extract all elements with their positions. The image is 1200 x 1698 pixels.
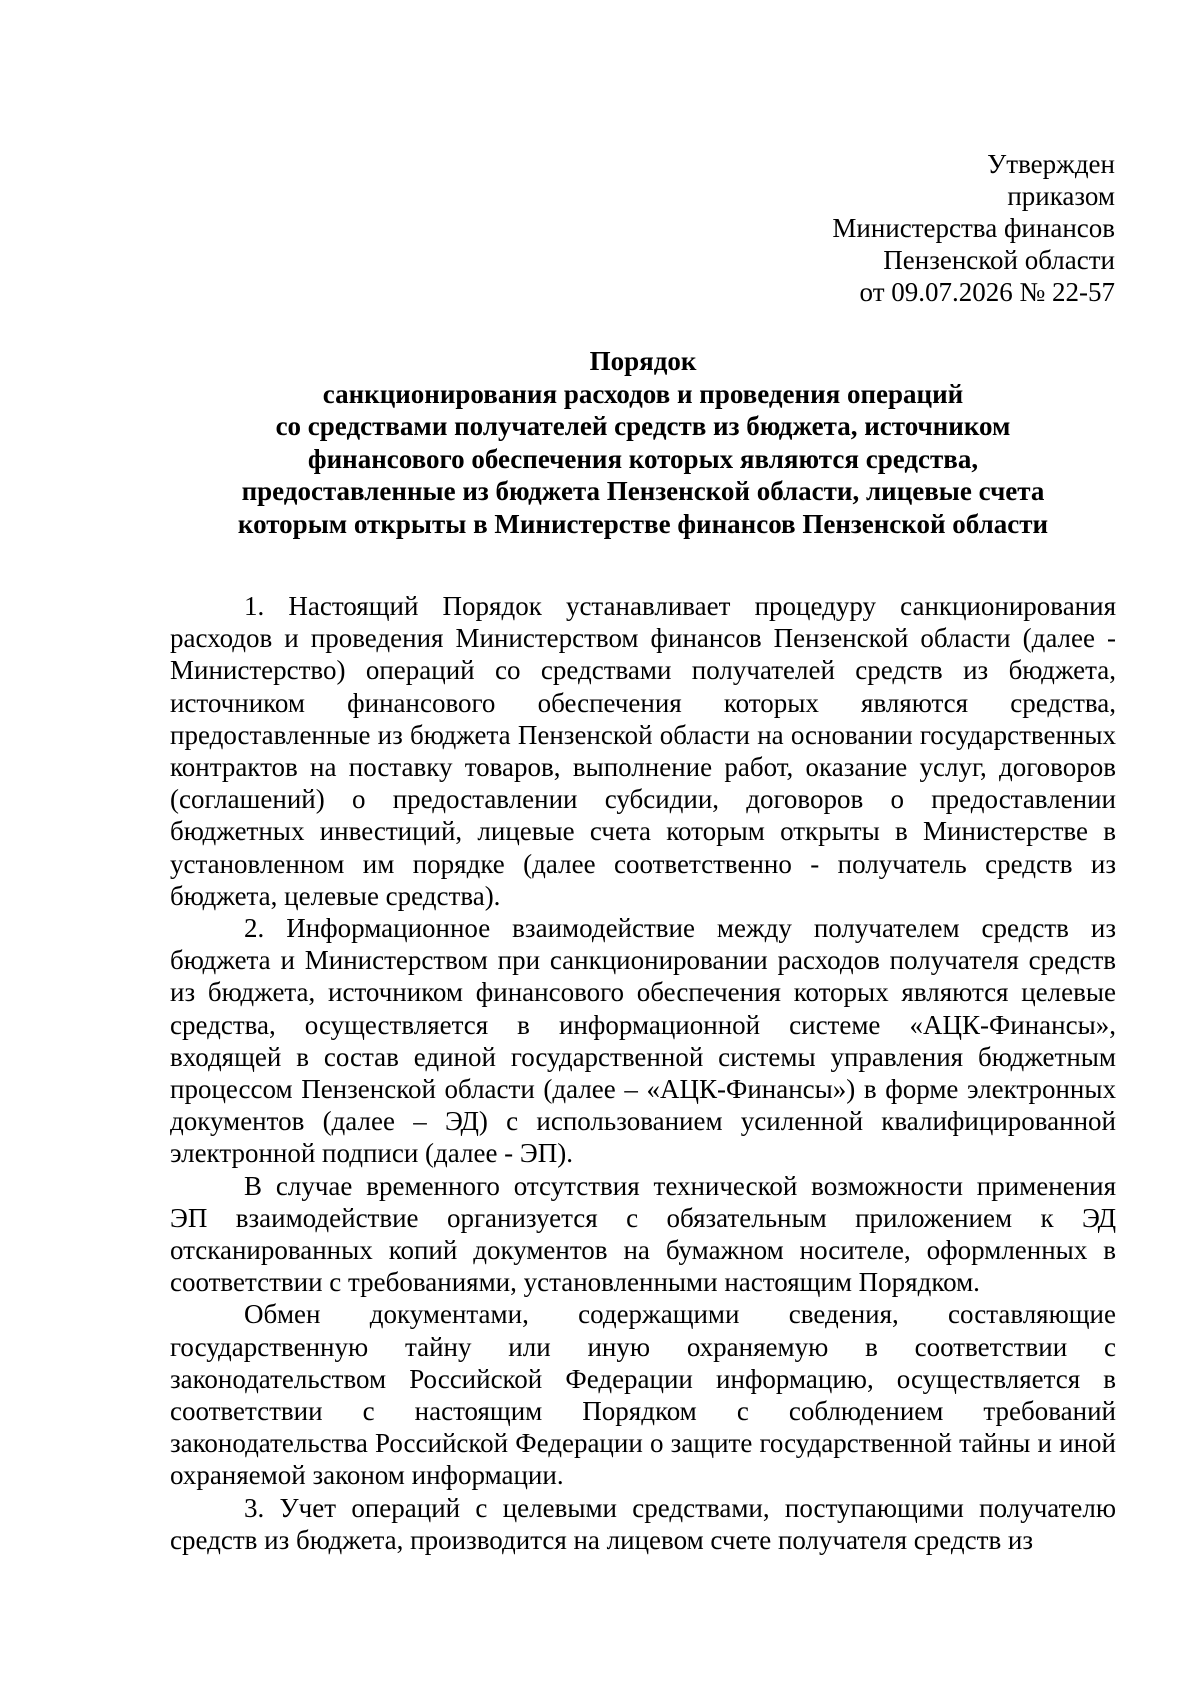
title-line-6: которым открыты в Министерстве финансов Пензенской области [237, 508, 1049, 539]
title-line-3: со средствами получателей средств из бюджета, источником [275, 411, 1011, 442]
paragraph-4: Обмен документами, содержащими сведения, составляющие государственную тайну или иную охраняемую в соответствии с законодательством Российской Федерации информацию, осуществляется в соответствии с настоящим Порядком с соблюдением требований законодательства Российской Федерации о защите государственной тайны и иной охраняемой законом информации. [170, 1299, 1116, 1491]
paragraph-1: 1. Настоящий Порядок устанавливает процедуру санкционирования расходов и проведения Министерством финансов Пензенской области (далее - Министерство) операций со средствами получателей средств из бюджета, источником финансового обеспечения которых являются средства, предоставленные из бюджета Пензенской области на основании государственных контрактов на поставку товаров, выполнение работ, оказание услуг, договоров (соглашений) о предоставлении субсидии, договоров о предоставлении бюджетных инвестиций, лицевые счета которым открыты в Министерстве в установленном им порядке (далее соответственно - получатель средств из бюджета, целевые средства). [170, 591, 1116, 911]
paragraph-3: В случае временного отсутствия технической возможности применения ЭП взаимодействие организуется с обязательным приложением к ЭД отсканированных копий документов на бумажном носителе, оформленных в соответствии с требованиями, установленными настоящим Порядком. [170, 1170, 1116, 1298]
title-line-4: финансового обеспечения которых являются средства, [307, 443, 979, 474]
approval-stamp [832, 148, 1115, 308]
paragraph-2: 2. Информационное взаимодействие между получателем средств из бюджета и Министерством при санкционировании расходов получателя средств из бюджета, источником финансового обеспечения которых являются целевые средства, осуществляется в информационной системе «АЦК-Финансы», входящей в состав единой государственной системы управления бюджетным процессом Пензенской области (далее – «АЦК-Финансы») в форме электронных документов (далее – ЭД) с использованием усиленной квалифицированной электронной подписи (далее - ЭП). [170, 913, 1116, 1169]
approval-line-date-number: от 09.07.2026 № 22-57 [859, 277, 1115, 307]
document-title [170, 345, 1116, 541]
approval-line-region: Пензенской области [883, 245, 1115, 275]
title-line-5: предоставленные из бюджета Пензенской области, лицевые счета [241, 476, 1045, 507]
approval-line-ministry: Министерства финансов [832, 213, 1115, 243]
approval-line-order: приказом [1007, 181, 1115, 211]
title-line-1: Порядок [589, 346, 697, 376]
paragraph-5: 3. Учет операций с целевыми средствами, поступающими получателю средств из бюджета, производится на лицевом счете получателя средств из [170, 1492, 1116, 1555]
title-line-2: санкционирования расходов и проведения операций [322, 378, 964, 409]
approval-line-approved: Утвержден [987, 149, 1115, 179]
document-body [170, 590, 1116, 1556]
